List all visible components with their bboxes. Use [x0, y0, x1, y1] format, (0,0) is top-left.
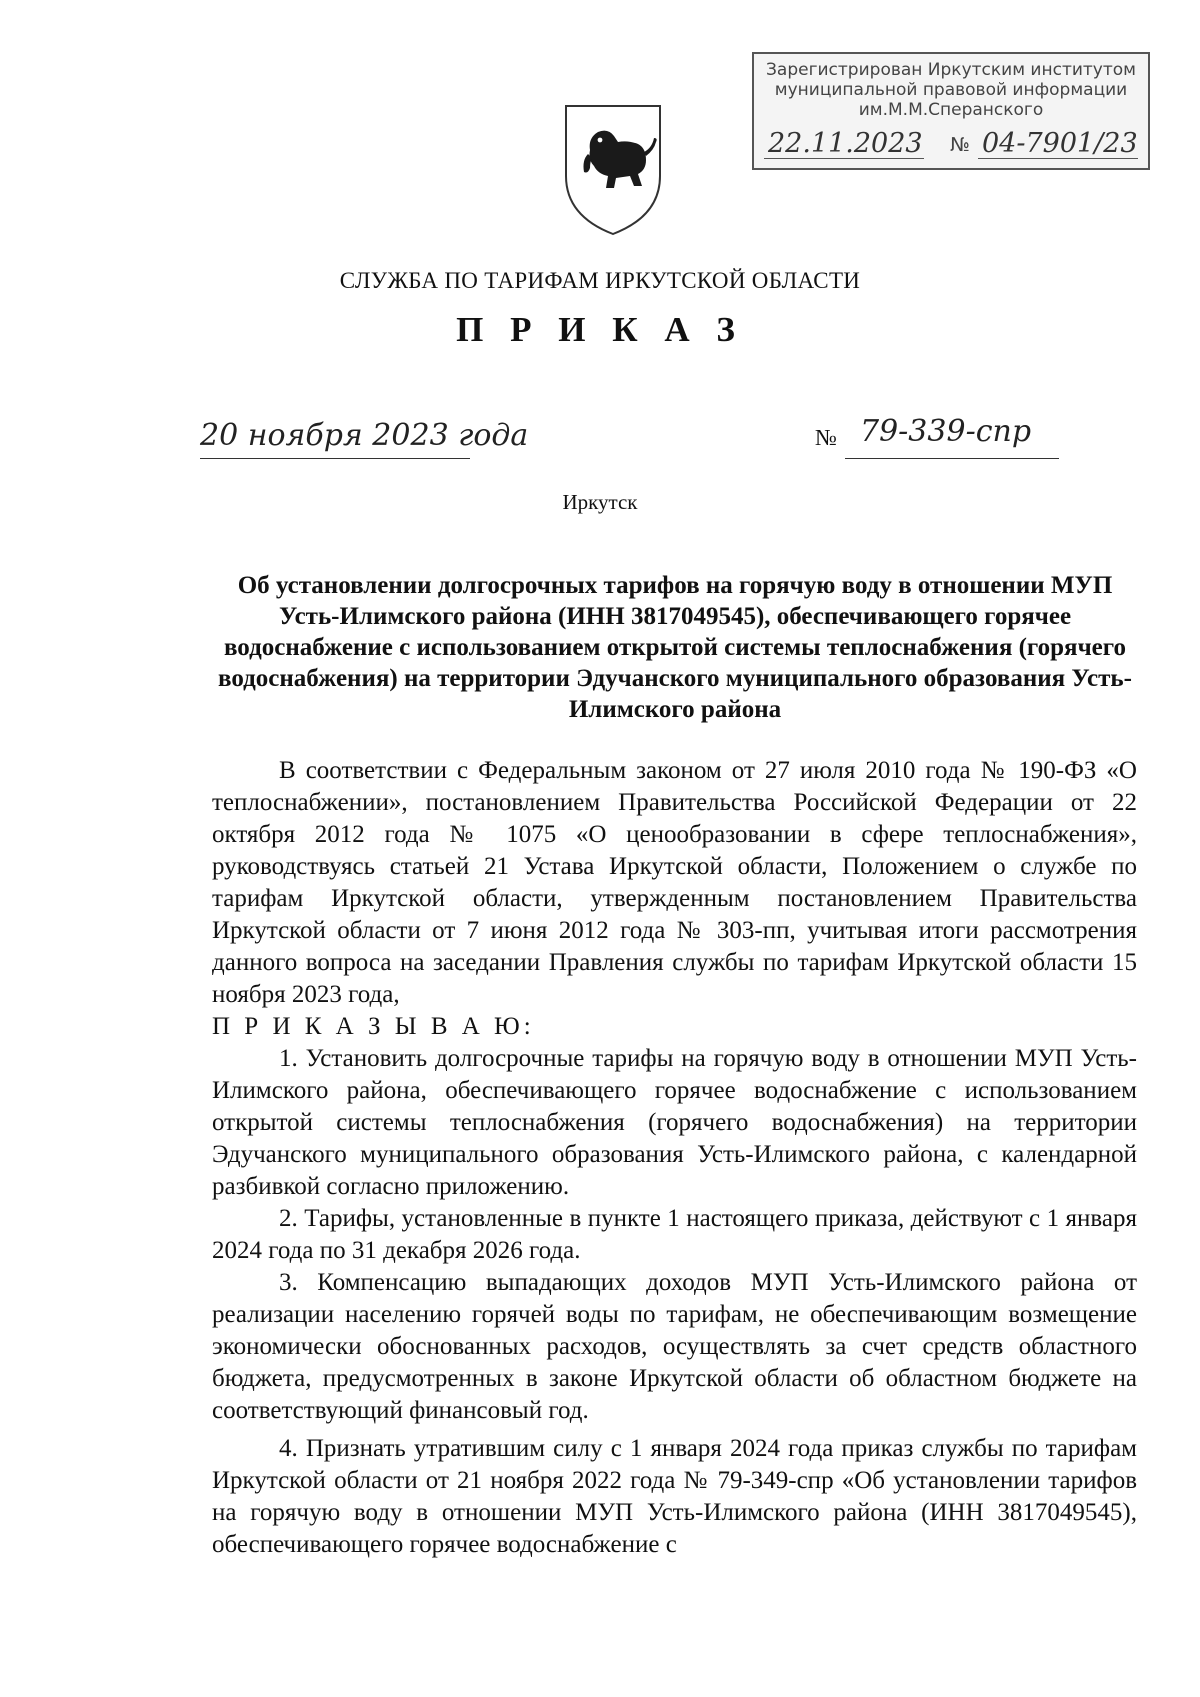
item-2-paragraph: 2. Тарифы, установленные в пункте 1 настоящего приказа, действуют с 1 января 2024 года по 31 декабря 2026 года. [212, 1205, 1137, 1264]
babr-emblem-icon [584, 131, 657, 188]
registration-stamp [752, 52, 1150, 170]
order-directive-word: П Р И К А З Ы В А Ю: [212, 1013, 535, 1040]
stamp-line-1: Зарегистрирован Иркутским институтом [766, 60, 1136, 80]
item-3-paragraph: 3. Компенсацию выпадающих доходов МУП Усть-Илимского района от реализации населению горячей воды по тарифам, не обеспечивающим возмещение экономически обоснованных расходов, осуществлять за счет средств областного бюджета, предусмотренных в законе Иркутской области об областном бюджете на соответствующий финансовый год. [212, 1269, 1137, 1424]
item-1-paragraph: 1. Установить долгосрочные тарифы на горячую воду в отношении МУП Усть-Илимского района, обеспечивающего горячее водоснабжение с использованием открытой системы теплоснабжения (горячего водоснабжения) на территории Эдучанского муниципального образования Усть-Илимского района, с календарной разбивкой согласно приложению. [212, 1045, 1137, 1200]
order-number-handwritten: 79-339-спр [860, 414, 1032, 449]
stamp-number-line [978, 158, 1138, 159]
order-body [212, 755, 1137, 1561]
city-name: Иркутск [562, 490, 638, 514]
coat-of-arms-emblem [558, 98, 668, 238]
item-4-paragraph: 4. Признать утратившим силу с 1 января 2024 года приказ службы по тарифам Иркутской области от 21 ноября 2022 года № 79-349-спр «Об установлении тарифов на горячую воду в отношении МУП Усть-Илимского района (ИНН 3817049545), обеспечивающего горячее водоснабжение с [212, 1435, 1137, 1558]
order-date-line [200, 458, 470, 459]
stamp-number: 04-7901/23 [982, 128, 1138, 159]
document-type-title: П Р И К А З [456, 310, 744, 349]
stamp-number-label: № [950, 134, 970, 156]
stamp-line-3: им.М.М.Сперанского [858, 100, 1044, 120]
order-number-label: № [815, 425, 837, 450]
preamble-paragraph: В соответствии с Федеральным законом от 27 июля 2010 года № 190-ФЗ «О теплоснабжении», постановлением Правительства Российской Федерации от 22 октября 2012 года № 1075 «О ценообразовании в сфере теплоснабжения», руководствуясь статьей 21 Устава Иркутской области, Положением о службе по тарифам Иркутской области, утвержденным постановлением Правительства Иркутской области от 7 июня 2012 года № 303-пп, учитывая итоги рассмотрения данного вопроса на заседании Правления службы по тарифам Иркутской области 15 ноября 2023 года, [212, 757, 1137, 1008]
order-date-handwritten: 20 ноября 2023 года [200, 418, 529, 453]
agency-name: СЛУЖБА ПО ТАРИФАМ ИРКУТСКОЙ ОБЛАСТИ [339, 268, 861, 293]
stamp-line-2: муниципальной правовой информации [774, 80, 1128, 100]
stamp-date: 22.11.2023 [768, 128, 923, 159]
order-subject: Об установлении долгосрочных тарифов на горячую воду в отношении МУП Усть-Илимского района (ИНН 3817049545), обеспечивающего горячее водоснабжение с использованием открытой системы теплоснабжения (горячего водоснабжения) на территории Эдучанского муниципального образования Усть-Илимского района [218, 572, 1132, 723]
order-number-line [845, 458, 1059, 459]
stamp-date-line [764, 158, 924, 159]
